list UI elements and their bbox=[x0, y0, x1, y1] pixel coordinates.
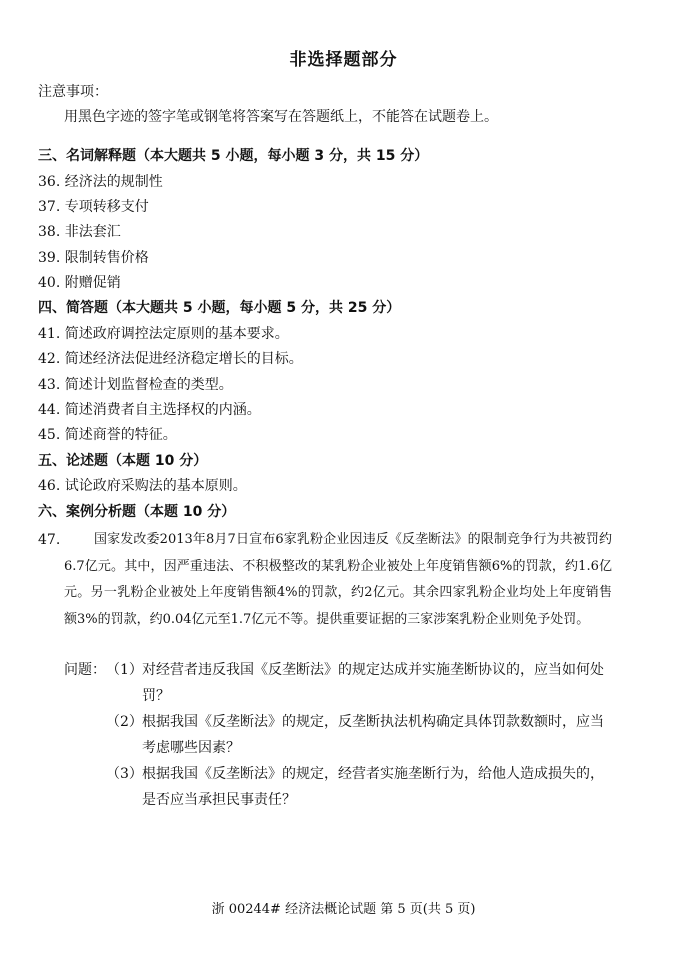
case-text: 国家发改委2013年8月7日宣布6家乳粉企业因违反《反垄断法》的限制竞争行为共被罚约6.7亿元。其中，因严重违法、不积极整改的某乳粉企业被处上年度销售额6%的罚款，约1.6亿元。另一乳粉企业被处上年度销售额4%的罚款，约2亿元。其余四家乳粉企业均处上年度销售额3%的罚款，约0.04亿元至1.7亿元不等。提供重要证据的三家涉案乳粉企业则免予处罚。 bbox=[64, 532, 612, 627]
section-heading-5: 五、论述题（本题 10 分） bbox=[38, 453, 208, 469]
section-heading-3: 三、名词解释题（本大题共 5 小题，每小题 3 分，共 15 分） bbox=[38, 148, 429, 164]
list-item: 38. 非法套汇 bbox=[38, 224, 121, 240]
question-number: （1） bbox=[106, 662, 143, 678]
notice-text: 用黑色字迹的签字笔或钢笔将答案写在答题纸上，不能答在试题卷上。 bbox=[64, 109, 498, 125]
page-title: 非选择题部分 bbox=[289, 50, 398, 70]
list-item: 37. 专项转移支付 bbox=[38, 199, 149, 215]
list-item: 39. 限制转售价格 bbox=[38, 250, 149, 266]
list-item: 41. 简述政府调控法定原则的基本要求。 bbox=[38, 326, 289, 342]
section-heading-4: 四、简答题（本大题共 5 小题，每小题 5 分，共 25 分） bbox=[38, 300, 401, 316]
section-heading-6: 六、案例分析题（本题 10 分） bbox=[38, 504, 236, 520]
question-text: 根据我国《反垄断法》的规定，经营者实施垄断行为，给他人造成损失的，是否应当承担民事责任？ bbox=[142, 766, 604, 808]
questions-label: 问题： bbox=[64, 662, 106, 678]
list-item: 44. 简述消费者自主选择权的内涵。 bbox=[38, 402, 261, 418]
list-item: 40. 附赠促销 bbox=[38, 275, 121, 291]
list-item: 42. 简述经济法促进经济稳定增长的目标。 bbox=[38, 351, 303, 367]
question-number: （2） bbox=[106, 714, 143, 730]
question-text: 根据我国《反垄断法》的规定，反垄断执法机构确定具体罚款数额时，应当考虑哪些因素？ bbox=[142, 714, 604, 756]
list-item: 43. 简述计划监督检查的类型。 bbox=[38, 377, 233, 393]
list-item: 45. 简述商誉的特征。 bbox=[38, 427, 177, 443]
notice-heading: 注意事项： bbox=[38, 84, 108, 100]
page-footer: 浙 00244# 经济法概论试题 第 5 页(共 5 页) bbox=[211, 902, 476, 917]
list-item: 46. 试论政府采购法的基本原则。 bbox=[38, 478, 247, 494]
question-number: （3） bbox=[106, 766, 143, 782]
case-number: 47. bbox=[38, 532, 61, 548]
question-text: 对经营者违反我国《反垄断法》的规定达成并实施垄断协议的，应当如何处罚？ bbox=[142, 662, 604, 704]
list-item: 36. 经济法的规制性 bbox=[38, 174, 163, 190]
